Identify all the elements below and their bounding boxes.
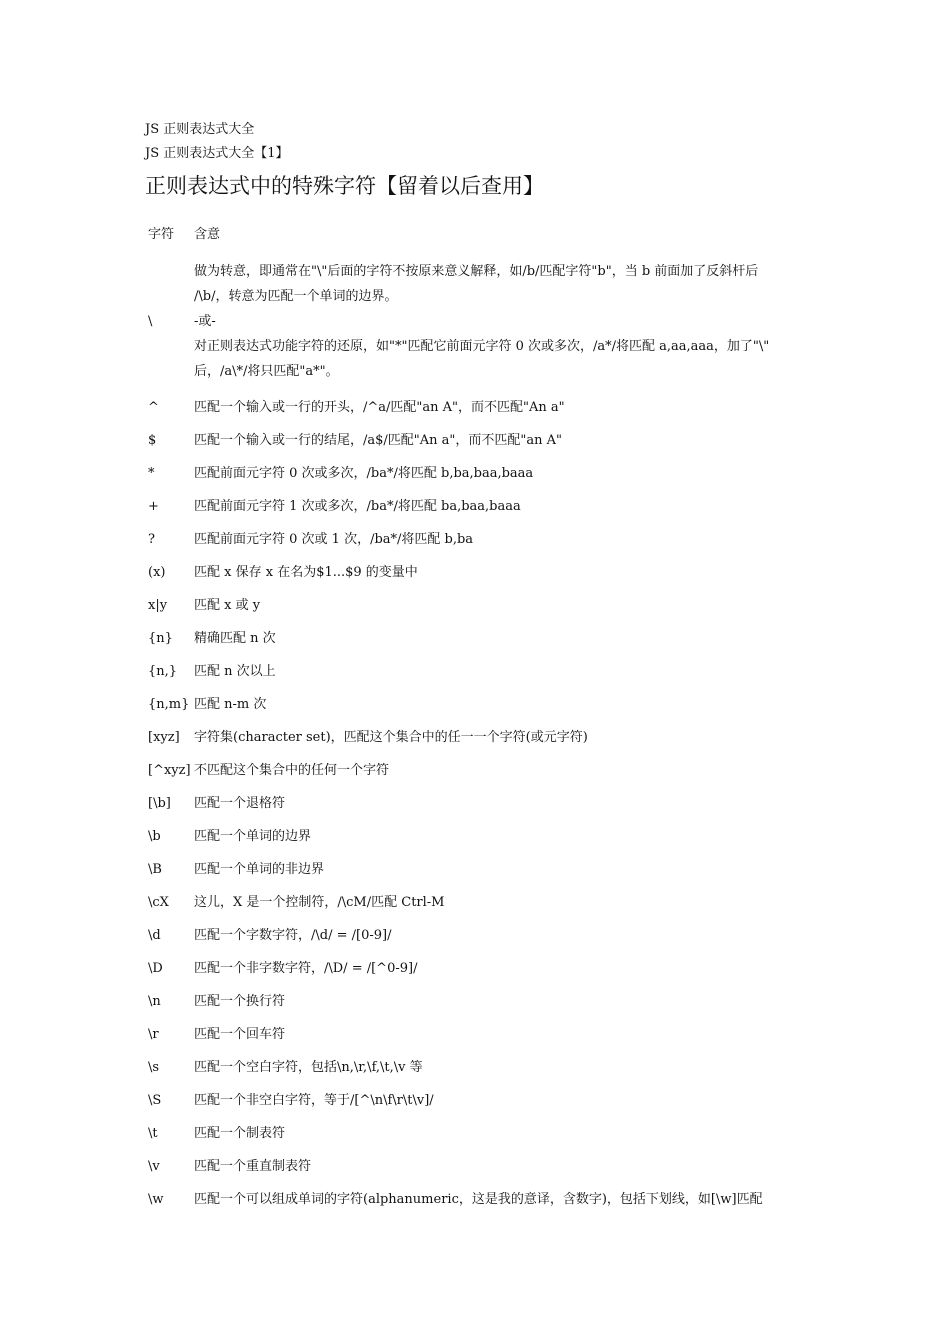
row-symbol: * [148, 466, 155, 481]
table-row [148, 531, 808, 549]
table-row [148, 1092, 808, 1110]
row-symbol: $ [148, 433, 157, 448]
header-symbol: 字符 [148, 227, 175, 242]
row-meaning: 匹配一个换行符 [194, 994, 286, 1009]
meaning-line: 后，/a\*/将只匹配"a*"。 [194, 364, 339, 379]
row-meaning: 匹配 x 保存 x 在名为$1...$9 的变量中 [194, 565, 418, 580]
row-symbol: \n [148, 994, 161, 1009]
table-row [148, 795, 808, 813]
header-meaning: 含意 [194, 227, 221, 242]
table-row [148, 1026, 808, 1044]
row-symbol: {n} [148, 631, 173, 646]
row-meaning: 匹配一个单词的非边界 [194, 862, 325, 877]
row-meaning: 匹配 n-m 次 [194, 697, 267, 712]
row-meaning: 匹配一个回车符 [194, 1027, 286, 1042]
row-meaning: 匹配一个制表符 [194, 1126, 286, 1141]
row-symbol: \ [148, 313, 153, 329]
meaning-line: -或- [194, 314, 216, 329]
row-meaning: 匹配一个单词的边界 [194, 829, 312, 844]
row-meaning: 匹配前面元字符 1 次或多次，/ba*/将匹配 ba,baa,baaa [194, 499, 521, 514]
row-meaning: 字符集(character set)，匹配这个集合中的任一一个字符(或元字符) [194, 730, 588, 745]
row-meaning: 匹配前面元字符 0 次或 1 次，/ba*/将匹配 b,ba [194, 532, 474, 547]
table-row-backslash [148, 259, 808, 384]
table-row [148, 465, 808, 483]
row-symbol: [xyz] [148, 730, 180, 745]
table-row [148, 498, 808, 516]
row-meaning: 匹配一个输入或一行的开头，/^a/匹配"an A"，而不匹配"An a" [194, 400, 565, 415]
row-symbol: \D [148, 961, 163, 976]
row-symbol: [\b] [148, 796, 171, 811]
row-symbol: (x) [148, 565, 166, 580]
meaning-line: 对正则表达式功能字符的还原，如"*"匹配它前面元字符 0 次或多次，/a*/将匹配 a,aa,aaa，加了"\" [194, 339, 770, 354]
table-row [148, 399, 808, 417]
row-symbol: ? [148, 532, 155, 547]
table-row [148, 828, 808, 846]
row-meaning [194, 259, 808, 384]
row-symbol: \d [148, 928, 161, 943]
row-meaning: 匹配一个非空白字符，等于/[^\n\f\r\t\v]/ [194, 1093, 434, 1108]
row-meaning: 匹配一个字数字符，/\d/ = /[0-9]/ [194, 928, 392, 943]
row-meaning: 不匹配这个集合中的任何一个字符 [194, 763, 390, 778]
table-row [148, 663, 808, 681]
row-meaning: 匹配一个空白字符，包括\n,\r,\f,\t,\v 等 [194, 1060, 423, 1075]
table-row [148, 597, 808, 615]
row-symbol: x|y [148, 598, 168, 613]
row-meaning: 这儿，X 是一个控制符，/\cM/匹配 Ctrl-M [194, 895, 445, 910]
table-row [148, 564, 808, 582]
table-row [148, 432, 808, 450]
row-symbol: \b [148, 829, 161, 844]
row-symbol: \r [148, 1027, 159, 1042]
row-meaning: 匹配一个退格符 [194, 796, 286, 811]
doc-title-line: JS 正则表达式大全 [145, 122, 255, 137]
row-symbol: ^ [148, 400, 159, 415]
meaning-line: /\b/，转意为匹配一个单词的边界。 [194, 289, 398, 304]
table-header-row [148, 226, 808, 244]
table-row [148, 729, 808, 747]
row-meaning: 匹配一个重直制表符 [194, 1159, 312, 1174]
row-symbol: \B [148, 862, 162, 877]
table-row [148, 993, 808, 1011]
row-symbol: \cX [148, 895, 169, 910]
table-row [148, 1158, 808, 1176]
table-row [148, 927, 808, 945]
table-row [148, 1191, 808, 1209]
row-meaning: 精确匹配 n 次 [194, 631, 276, 646]
row-meaning: 匹配前面元字符 0 次或多次，/ba*/将匹配 b,ba,baa,baaa [194, 466, 534, 481]
row-symbol: {n,} [148, 664, 178, 679]
row-meaning: 匹配一个可以组成单词的字符(alphanumeric，这是我的意译，含数字)，包括下划线，如[\w]匹配 [194, 1192, 763, 1207]
row-symbol: [^xyz] [148, 763, 191, 778]
row-symbol: \t [148, 1126, 158, 1141]
table-row [148, 1059, 808, 1077]
table-row [148, 1125, 808, 1143]
table-row [148, 762, 808, 780]
row-meaning: 匹配一个输入或一行的结尾，/a$/匹配"An a"，而不匹配"an A" [194, 433, 562, 448]
row-symbol: \s [148, 1060, 160, 1075]
table-row [148, 630, 808, 648]
doc-subtitle-line: JS 正则表达式大全【1】 [145, 146, 289, 161]
row-symbol: \v [148, 1159, 160, 1174]
table-row [148, 861, 808, 879]
section-heading: 正则表达式中的特殊字符【留着以后查用】 [145, 174, 544, 198]
row-meaning: 匹配 x 或 y [194, 598, 261, 613]
meaning-line: 做为转意，即通常在"\"后面的字符不按原来意义解释，如/b/匹配字符"b"，当 b 前面加了反斜杆后 [194, 264, 759, 279]
row-meaning: 匹配 n 次以上 [194, 664, 276, 679]
special-characters-table [148, 226, 808, 1224]
table-row [148, 696, 808, 714]
row-symbol: \w [148, 1192, 164, 1207]
table-row [148, 960, 808, 978]
row-symbol: \S [148, 1093, 162, 1108]
row-meaning: 匹配一个非字数字符，/\D/ = /[^0-9]/ [194, 961, 418, 976]
row-symbol: + [148, 499, 159, 514]
table-row [148, 894, 808, 912]
row-symbol: {n,m} [148, 697, 190, 712]
